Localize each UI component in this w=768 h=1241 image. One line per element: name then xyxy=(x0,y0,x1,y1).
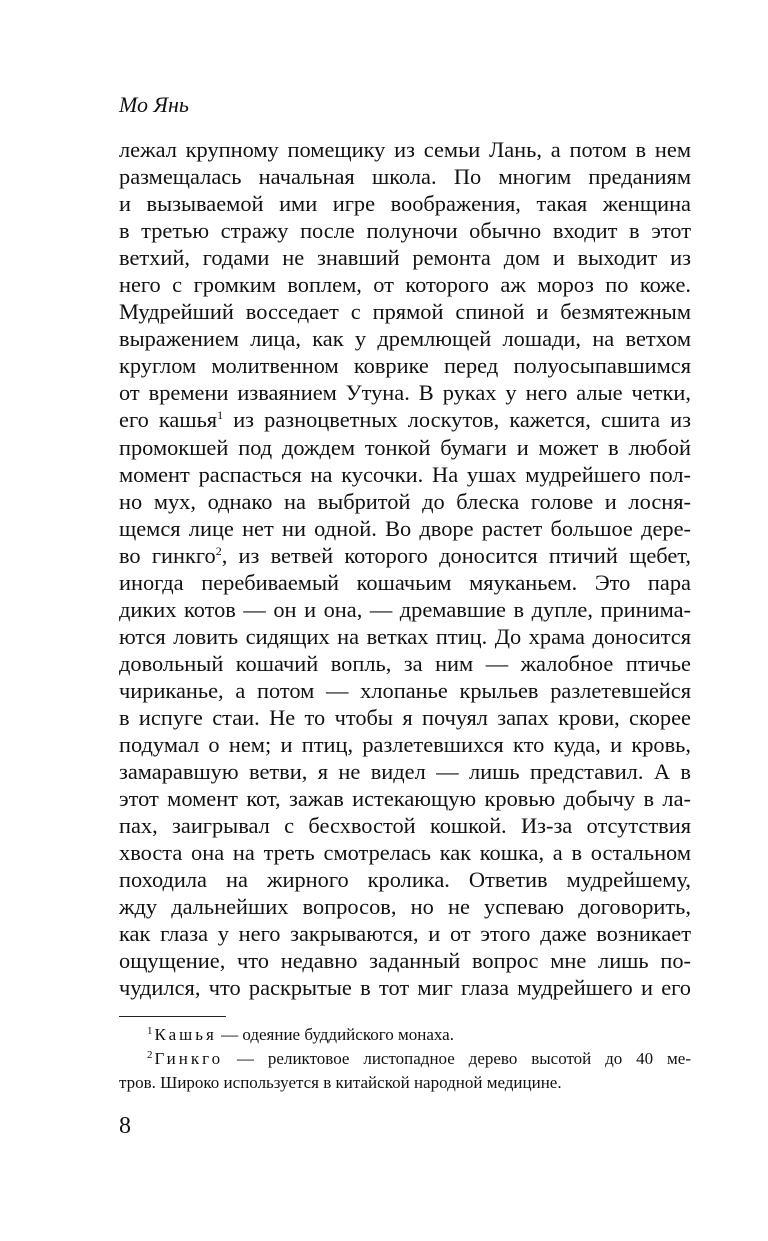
text-line: чудился, что раскрытые в тот миг глаза мудрейшего и его xyxy=(119,975,691,1001)
text-line: иногда перебиваемый кошачьим мяуканьем. Это пара xyxy=(119,569,691,595)
page-number: 8 xyxy=(119,1113,131,1139)
text-line: этот момент кот, зажав истекающую кровью добычу в ла- xyxy=(119,786,691,812)
footnote-mark: 2 xyxy=(147,1049,153,1061)
text-line: но мух, однако на выбритой до блеска голове и лосня- xyxy=(119,488,691,514)
text-line: щемся лице нет ни одной. Во дворе растет большое дере- xyxy=(119,515,691,541)
footnote-ref-2[interactable]: 2 xyxy=(215,543,222,558)
text-segment: его кашья xyxy=(119,407,218,433)
text-line: Мудрейший восседает с прямой спиной и безмятежным xyxy=(119,299,691,325)
text-line: в третью стражу после полуночи обычно входит в этот xyxy=(119,218,691,244)
text-line: подумал о нем; и птиц, разлетевшихся кто куда, и кровь, xyxy=(119,732,691,758)
text-line: в испуге стаи. Не то чтобы я почуял запах крови, скорее xyxy=(119,704,691,730)
text-line: размещалась начальная школа. По многим преданиям xyxy=(119,164,691,190)
text-line: жду дальнейших вопросов, но не успеваю договорить, xyxy=(119,894,691,920)
footnotes xyxy=(119,1024,691,1093)
text-line: него с громким воплем, от которого аж мороз по коже. xyxy=(119,272,691,298)
text-line xyxy=(119,406,691,433)
footnote-mark: 1 xyxy=(147,1025,153,1037)
footnote-separator xyxy=(119,1016,226,1017)
text-line: походила на жирного кролика. Ответив мудрейшему, xyxy=(119,867,691,893)
text-segment: , из ветвей которого доносится птичий щебет, xyxy=(221,542,691,568)
text-line: промокшей под дождем тонкой бумаги и может в любой xyxy=(119,434,691,460)
text-line: ветхий, годами не знавший ремонта дом и выходит из xyxy=(119,245,691,271)
footnote-2-continuation: тров. Широко используется в китайской народной медицине. xyxy=(119,1073,562,1092)
footnote-term: Гинкго xyxy=(154,1049,224,1068)
text-line: лежал крупному помещику из семьи Лань, а потом в нем xyxy=(119,137,691,162)
text-line: выражением лица, как у дремлющей лошади, на ветхом xyxy=(119,326,691,352)
footnote-1 xyxy=(119,1024,691,1048)
text-line: ощущение, что недавно заданный вопрос мне лишь по- xyxy=(119,948,691,974)
text-line: от времени изваянием Утуна. В руках у него алые четки, xyxy=(119,380,691,406)
text-line: пах, заигрывал с бесхвостой кошкой. Из-за отсутствия xyxy=(119,813,691,839)
footnote-text: — реликтовое листопадное дерево высотой до 40 ме- xyxy=(223,1049,691,1068)
text-segment: во гинкго xyxy=(119,542,216,568)
text-line: довольный кошачий вопль, за ним — жалобное птичье xyxy=(119,650,691,676)
running-head: Мо Янь xyxy=(119,92,189,117)
footnote-2 xyxy=(119,1048,691,1072)
text-line: хвоста она на треть смотрелась как кошка, а в остальном xyxy=(119,840,691,866)
text-line: момент распасться на кусочки. На ушах мудрейшего пол- xyxy=(119,461,691,487)
text-line xyxy=(119,542,691,569)
body-text xyxy=(119,136,691,1002)
text-line: ются ловить сидящих на ветках птиц. До храма доносится xyxy=(119,623,691,649)
text-line: как глаза у него закрываются, и от этого даже возникает xyxy=(119,921,691,947)
text-segment: из разноцветных лоскутов, кажется, сшита из xyxy=(223,407,691,433)
footnote-ref-1[interactable]: 1 xyxy=(217,408,224,423)
text-line: чириканье, а потом — хлопанье крыльев разлетевшейся xyxy=(119,677,691,703)
text-line: диких котов — он и она, — дремавшие в дупле, принима- xyxy=(119,596,691,622)
text-line: замаравшую ветви, я не видел — лишь представил. А в xyxy=(119,759,691,785)
text-line: и вызываемой ими игре воображения, такая женщина xyxy=(119,191,691,217)
text-line: круглом молитвенном коврике перед полуосыпавшимся xyxy=(119,353,691,379)
footnote-term: Кашья xyxy=(154,1025,217,1044)
footnote-text: — одеяние буддийского монаха. xyxy=(216,1025,454,1044)
